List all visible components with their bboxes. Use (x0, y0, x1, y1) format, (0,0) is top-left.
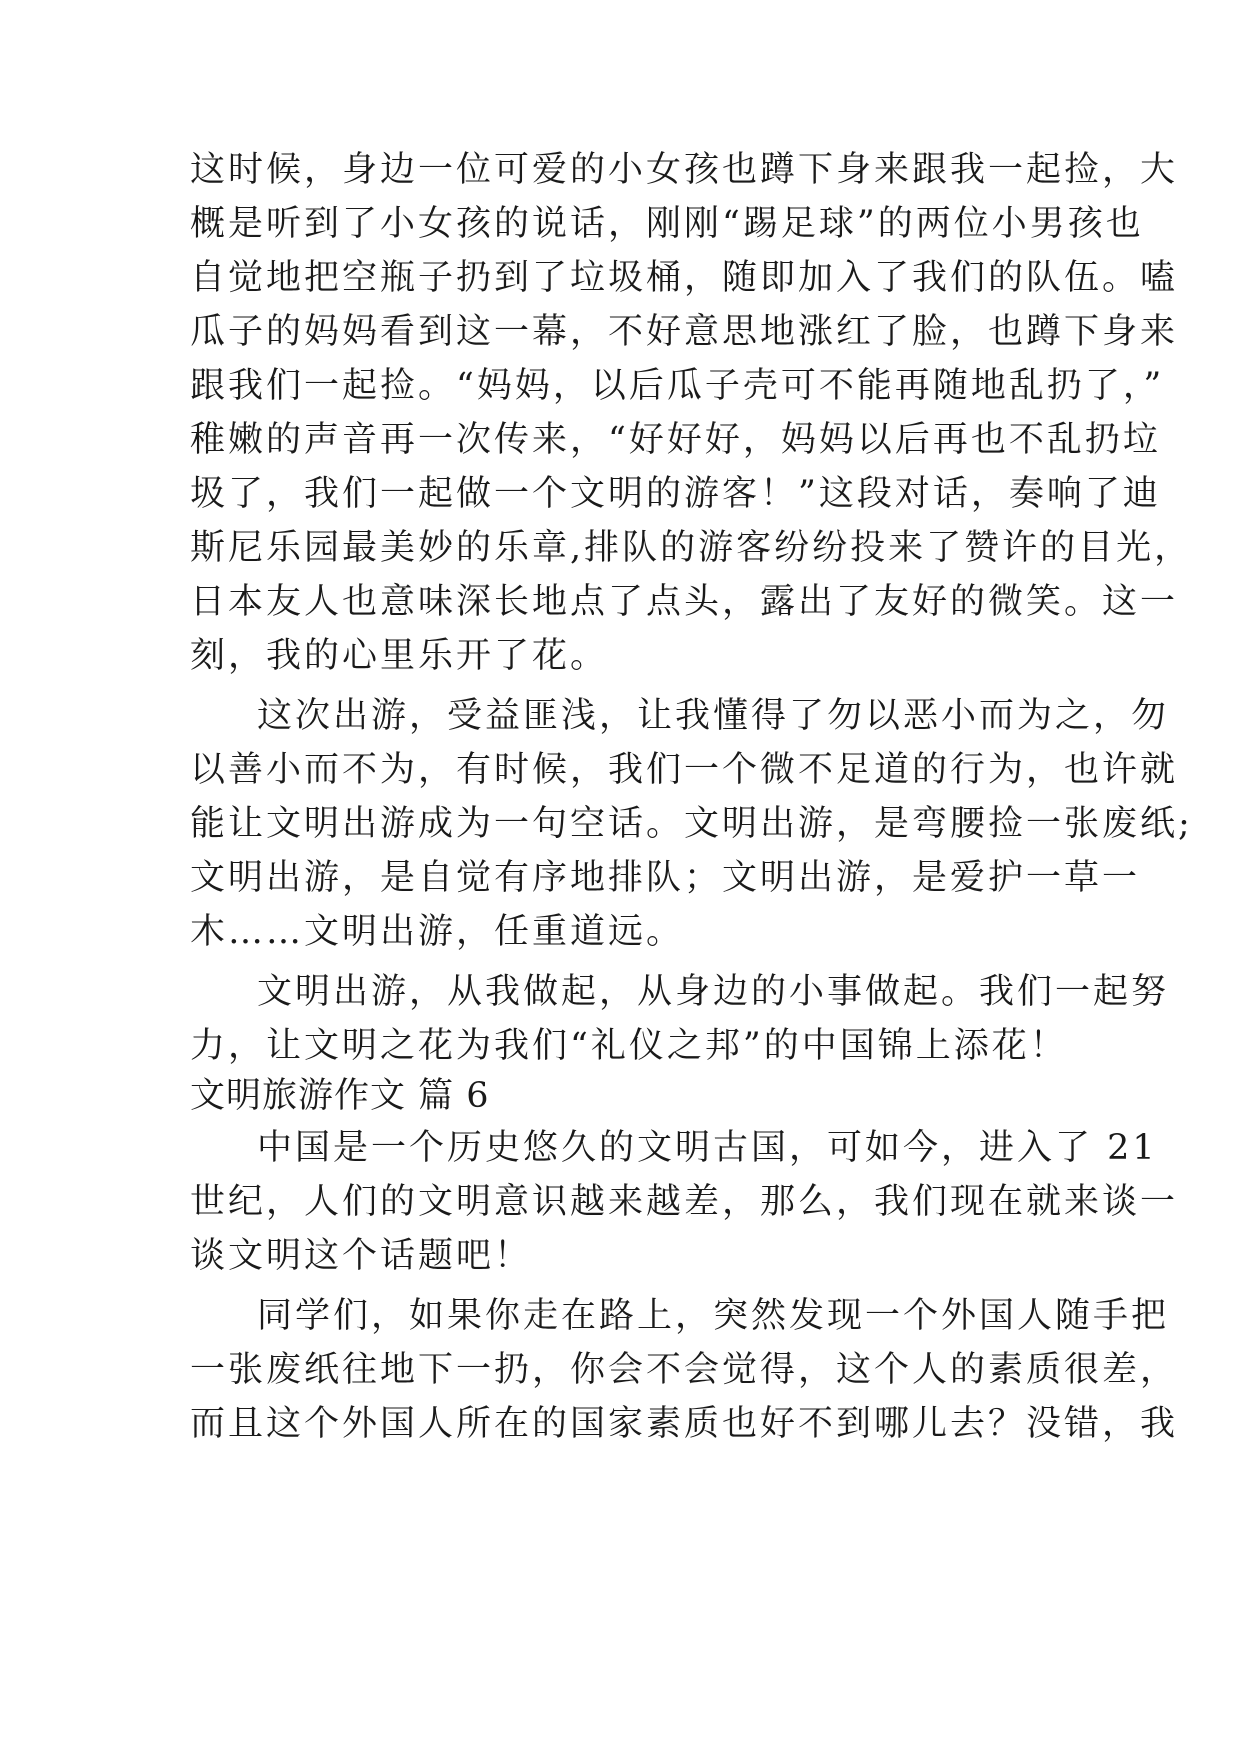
text-line: 力，让文明之花为我们“礼仪之邦”的中国锦上添花！ (190, 1026, 1068, 1066)
text-line: 世纪，人们的文明意识越来越差，那么，我们现在就来谈一 (190, 1182, 1179, 1222)
text-line: 瓜子的妈妈看到这一幕，不好意思地涨红了脸，也蹲下身来 (190, 312, 1179, 352)
text-line: 木……文明出游，任重道远。 (190, 912, 685, 952)
paragraph-first-line: 这次出游，受益匪浅，让我懂得了勿以恶小而为之，勿 (257, 696, 1170, 736)
section-heading: 文明旅游作文 篇 6 (190, 1076, 490, 1116)
text-line: 能让文明出游成为一句空话。文明出游，是弯腰捡一张废纸; (190, 804, 1193, 844)
text-line: 概是听到了小女孩的说话，刚刚“踢足球”的两位小男孩也 (190, 204, 1144, 244)
text-line: 这时候，身边一位可爱的小女孩也蹲下身来跟我一起捡，大 (190, 150, 1179, 190)
text-line: 自觉地把空瓶子扔到了垃圾桶，随即加入了我们的队伍。嗑 (190, 258, 1179, 298)
text-line: 圾了，我们一起做一个文明的游客！”这段对话，奏响了迪 (190, 474, 1161, 514)
text-line: 而且这个外国人所在的国家素质也好不到哪儿去？没错，我 (190, 1404, 1179, 1444)
paragraph-first-line: 文明出游，从我做起，从身边的小事做起。我们一起努 (257, 972, 1170, 1012)
text-line: 斯尼乐园最美妙的乐章,排队的游客纷纷投来了赞许的目光， (190, 528, 1193, 568)
text-line: 跟我们一起捡。“妈妈，以后瓜子壳可不能再随地乱扔了，” (190, 366, 1165, 406)
text-line: 谈文明这个话题吧！ (190, 1236, 533, 1276)
text-line: 稚嫩的声音再一次传来，“好好好，妈妈以后再也不乱扔垃 (190, 420, 1161, 460)
text-line: 刻，我的心里乐开了花。 (190, 636, 609, 676)
paragraph-first-line: 同学们，如果你走在路上，突然发现一个外国人随手把 (257, 1296, 1170, 1336)
text-line: 日本友人也意味深长地点了点头，露出了友好的微笑。这一 (190, 582, 1179, 622)
text-line: 一张废纸往地下一扔，你会不会觉得，这个人的素质很差， (190, 1350, 1179, 1390)
text-line: 文明出游，是自觉有序地排队；文明出游，是爱护一草一 (190, 858, 1141, 898)
text-line: 以善小而不为，有时候，我们一个微不足道的行为，也许就 (190, 750, 1179, 790)
paragraph-first-line: 中国是一个历史悠久的文明古国，可如今，进入了 21 (257, 1128, 1158, 1168)
